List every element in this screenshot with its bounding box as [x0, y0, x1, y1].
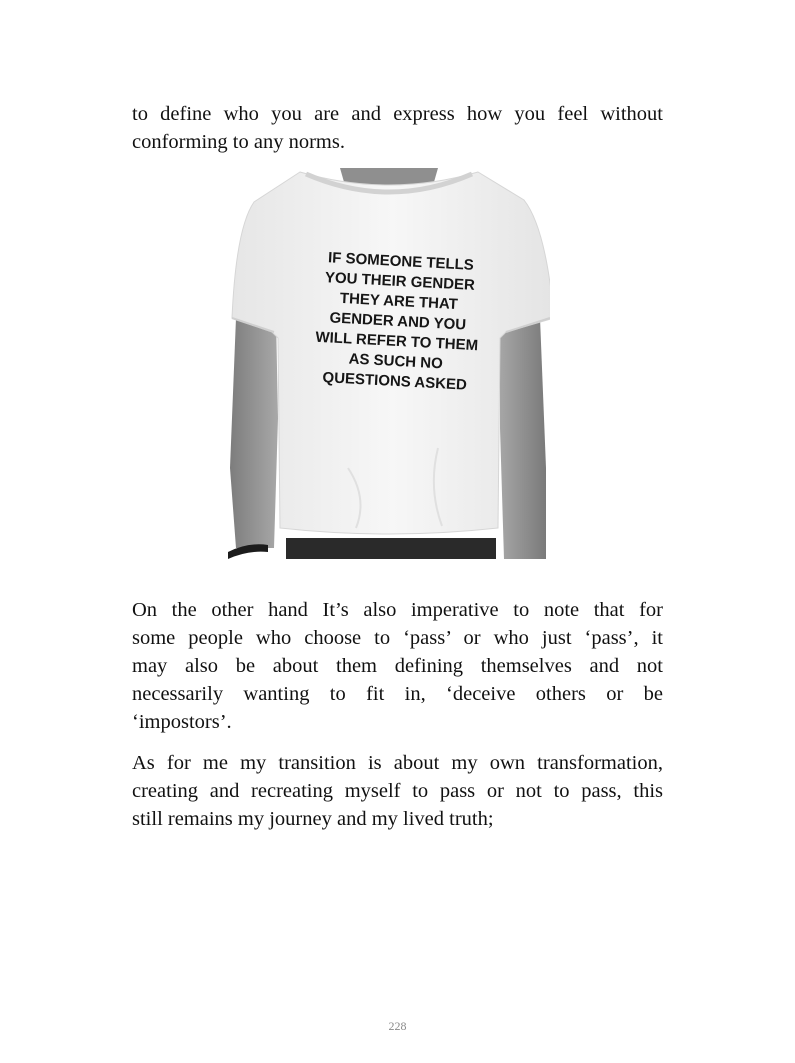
page-number: 228 [388, 1019, 407, 1033]
shirt-slogan-line-3: THEY ARE THAT [339, 289, 459, 314]
paragraph-3 [132, 749, 663, 833]
left-arm [230, 318, 278, 548]
paragraph-2-line-5: ‘impostors’. [132, 711, 232, 733]
right-arm [500, 318, 546, 559]
paragraph-3-line-1: As for me my transition is about my own transformation, [132, 752, 663, 774]
shirt-slogan-line-4: GENDER AND YOU [329, 309, 467, 334]
paragraph-1 [132, 100, 663, 156]
shirt-slogan-line-1: IF SOMEONE TELLS [327, 249, 475, 274]
jeans [286, 538, 496, 559]
paragraph-2-line-3: may also be about them defining themselves and not [132, 655, 663, 677]
paragraph-2-line-1: On the other hand It’s also imperative to note that for [132, 599, 663, 621]
paragraph-2-line-2: some people who choose to ‘pass’ or who just ‘pass’, it [132, 627, 663, 649]
paragraph-2-line-4: necessarily wanting to fit in, ‘deceive others or be [132, 683, 663, 705]
paragraph-1-line-2: conforming to any norms. [132, 131, 345, 153]
paragraph-3-line-3: still remains my journey and my lived truth; [132, 808, 494, 830]
shirt-slogan-line-5: WILL REFER TO THEM [315, 328, 479, 355]
paragraph-1-line-1: to define who you are and express how you feel without [132, 103, 663, 125]
paragraph-2 [132, 596, 663, 736]
paragraph-3-line-2: creating and recreating myself to pass or not to pass, this [132, 780, 663, 802]
shirt-slogan-line-2: YOU THEIR GENDER [324, 269, 476, 294]
shirt-slogan-line-6: AS SUCH NO [348, 350, 444, 373]
tshirt-photo [228, 168, 550, 559]
bracelet [228, 544, 268, 559]
shirt-slogan-line-7: QUESTIONS ASKED [322, 369, 468, 394]
